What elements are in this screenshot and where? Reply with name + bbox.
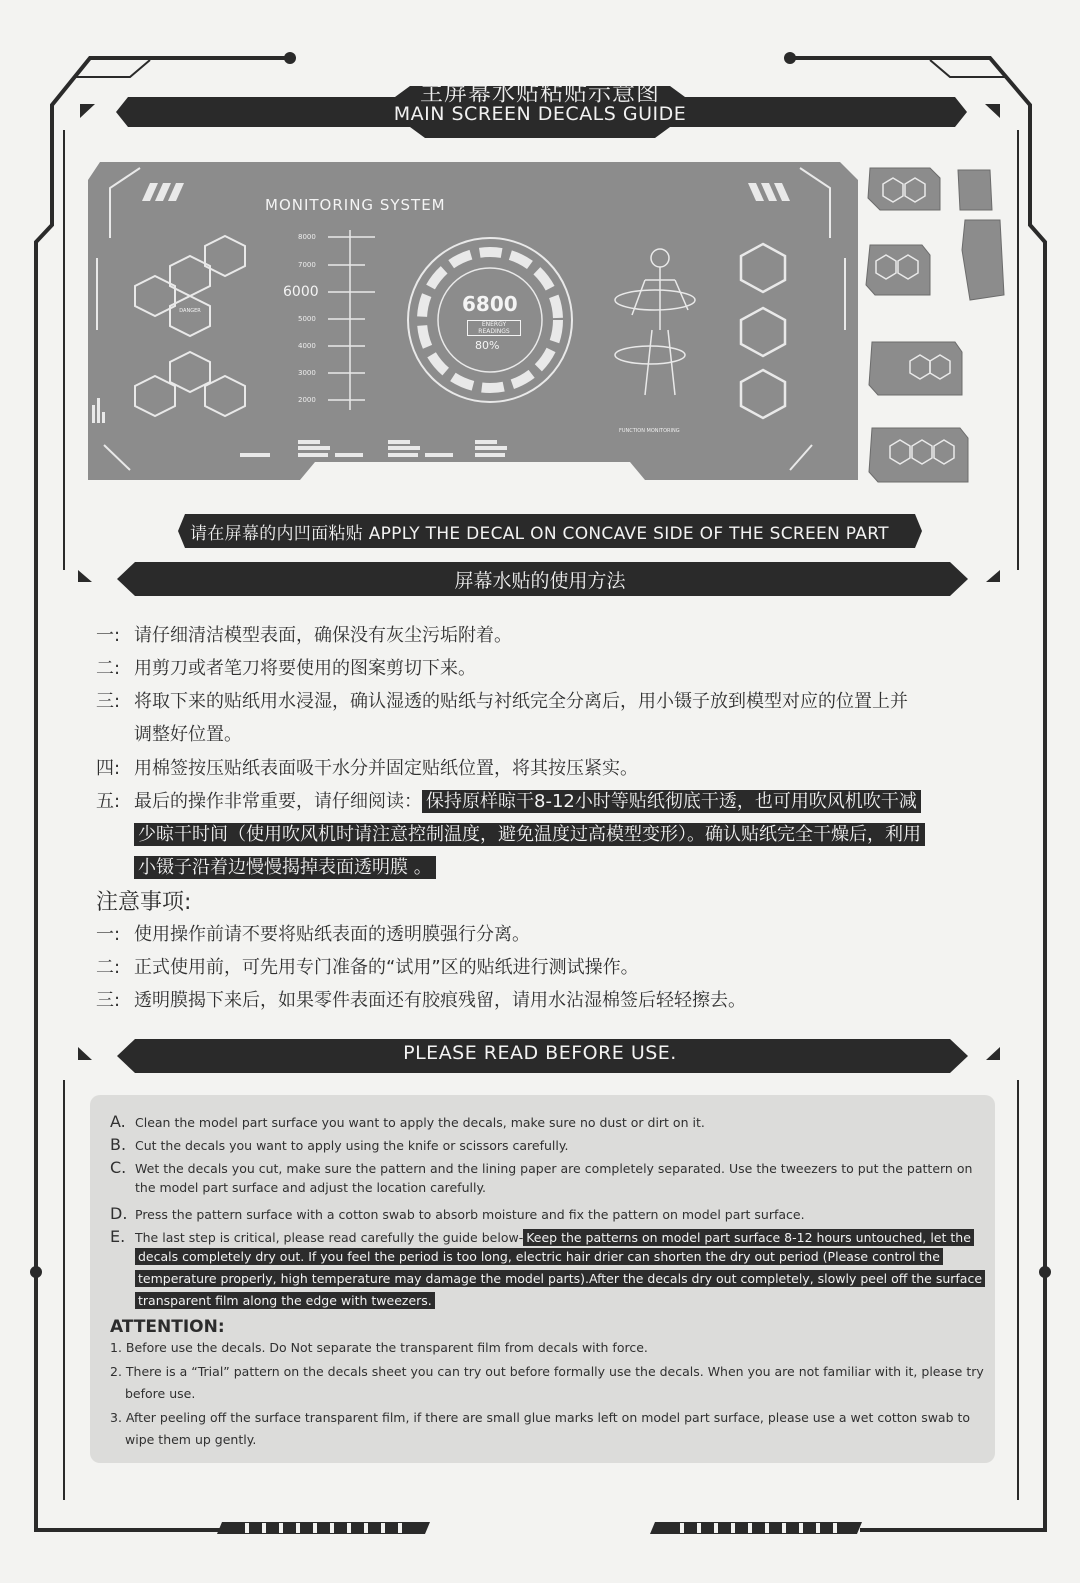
cn-step-2	[96, 652, 476, 685]
step-text: 用剪刀或者笔刀将要使用的图案剪切下来。	[134, 658, 476, 679]
step-highlight: decals completely dry out. If you feel the period is too long, electric hair drier can shorten the dry out period (Please control the	[135, 1248, 943, 1265]
monitoring-system-label: MONITORING SYSTEM	[265, 196, 446, 214]
cn-step-3	[96, 685, 908, 718]
cn-step-5-cont	[134, 851, 436, 884]
step-letter: D.	[110, 1204, 128, 1223]
cn-step-4	[96, 752, 638, 785]
attention-item-2: 2. There is a “Trial” pattern on the decals sheet you can try out before formally use the decals. When you are not familiar with it, please try	[110, 1364, 984, 1379]
step-letter: E.	[110, 1227, 126, 1246]
note-text: 正式使用前，可先用专门准备的“试用”区的贴纸进行测试操作。	[134, 957, 639, 978]
step-text: Wet the decals you cut, make sure the pattern and the lining paper are completely separated. Use the tweezers to put the pattern on	[135, 1161, 973, 1176]
title-chinese: 主屏幕水贴粘贴示意图	[420, 80, 660, 106]
function-monitoring-label: FUNCTION MONITORING	[619, 428, 680, 434]
step-text: 用棉签按压贴纸表面吸干水分并固定贴纸位置，将其按压紧实。	[134, 758, 638, 779]
energy-percent: 80%	[475, 339, 500, 352]
step-highlight: Keep the patterns on model part surface 8-12 hours untouched, let the	[523, 1229, 974, 1246]
step-number: 四:	[96, 758, 121, 779]
note-text: 使用操作前请不要将贴纸表面的透明膜强行分离。	[134, 924, 530, 945]
hex-danger-label: DANGER	[179, 308, 201, 314]
step-text: 最后的操作非常重要，请仔细阅读：	[134, 791, 422, 812]
note-number: 三:	[96, 990, 121, 1011]
energy-label: ENERGY READINGS	[467, 320, 521, 336]
usage-banner: 屏幕水贴的使用方法	[454, 570, 626, 592]
step-number: 三:	[96, 691, 121, 712]
cn-step-1	[96, 619, 512, 652]
axis-tick: 4000	[298, 342, 316, 350]
step-text: The last step is critical, please read carefully the guide below-	[135, 1230, 524, 1245]
en-step-e-cont	[135, 1293, 435, 1308]
read-before-use-banner: PLEASE READ BEFORE USE.	[403, 1042, 677, 1064]
note-1	[96, 918, 530, 951]
en-step-c-cont: the model part surface and adjust the location carefully.	[135, 1180, 487, 1195]
axis-tick: 8000	[298, 233, 316, 241]
attention-title: ATTENTION:	[110, 1317, 225, 1337]
step-text: 将取下来的贴纸用水浸湿，确认湿透的贴纸与衬纸完全分离后，用小镊子放到模型对应的位置上并	[134, 691, 908, 712]
cn-step-5-cont	[134, 818, 925, 851]
step-text: Clean the model part surface you want to apply the decals, make sure no dust or dirt on it.	[135, 1115, 705, 1130]
step-number: 一:	[96, 625, 121, 646]
attention-item-2-cont: before use.	[125, 1386, 196, 1401]
en-step-a	[110, 1112, 705, 1131]
axis-tick-highlight: 6000	[283, 284, 319, 300]
note-number: 二:	[96, 957, 121, 978]
step-highlight: 少晾干时间（使用吹风机时请注意控制温度，避免温度过高模型变形）。确认贴纸完全干燥后，利用	[134, 823, 925, 846]
attention-item-3-cont: wipe them up gently.	[125, 1432, 257, 1447]
axis-tick: 7000	[298, 261, 316, 269]
attention-item-3: 3. After peeling off the surface transparent film, if there are small glue marks left on model part surface, please use a wet cotton swab to	[110, 1410, 971, 1425]
step-highlight: 保持原样晾干8-12小时等贴纸彻底干透，也可用吹风机吹干减	[422, 790, 921, 813]
step-letter: C.	[110, 1158, 127, 1177]
energy-value: 6800	[462, 292, 518, 316]
en-step-e-cont	[135, 1271, 985, 1286]
step-highlight: 小镊子沿着边慢慢揭掉表面透明膜 。	[134, 856, 436, 879]
en-step-d	[110, 1204, 805, 1223]
note-3	[96, 984, 746, 1017]
attention-item-1: 1. Before use the decals. Do Not separate the transparent film from decals with force.	[110, 1340, 648, 1355]
note-number: 一:	[96, 924, 121, 945]
en-step-e	[110, 1227, 974, 1246]
title-english: MAIN SCREEN DECALS GUIDE	[393, 103, 687, 125]
step-number: 五:	[96, 791, 121, 812]
cn-step-3-cont: 调整好位置。	[134, 724, 242, 745]
notes-title: 注意事项:	[96, 890, 192, 915]
step-text: Cut the decals you want to apply using the knife or scissors carefully.	[135, 1138, 569, 1153]
cn-step-5	[96, 785, 921, 818]
en-step-b	[110, 1135, 568, 1154]
step-text: Press the pattern surface with a cotton swab to absorb moisture and fix the pattern on model part surface.	[135, 1207, 805, 1222]
step-highlight: transparent film along the edge with tweezers.	[135, 1292, 435, 1309]
step-text: 请仔细清洁模型表面，确保没有灰尘污垢附着。	[134, 625, 512, 646]
note-2	[96, 951, 639, 984]
en-step-e-cont	[135, 1249, 943, 1264]
note-text: 透明膜揭下来后，如果零件表面还有胶痕残留，请用水沾湿棉签后轻轻擦去。	[134, 990, 746, 1011]
axis-tick: 2000	[298, 396, 316, 404]
en-step-c	[110, 1158, 972, 1177]
step-number: 二:	[96, 658, 121, 679]
axis-tick: 5000	[298, 315, 316, 323]
axis-tick: 3000	[298, 369, 316, 377]
step-letter: A.	[110, 1112, 126, 1131]
step-letter: B.	[110, 1135, 127, 1154]
apply-concave-banner: 请在屏幕的内凹面粘贴 APPLY THE DECAL ON CONCAVE SIDE OF THE SCREEN PART	[190, 524, 889, 544]
step-highlight: temperature properly, high temperature may damage the model parts).After the decals dry out completely, slowly peel off the surface	[135, 1270, 985, 1287]
